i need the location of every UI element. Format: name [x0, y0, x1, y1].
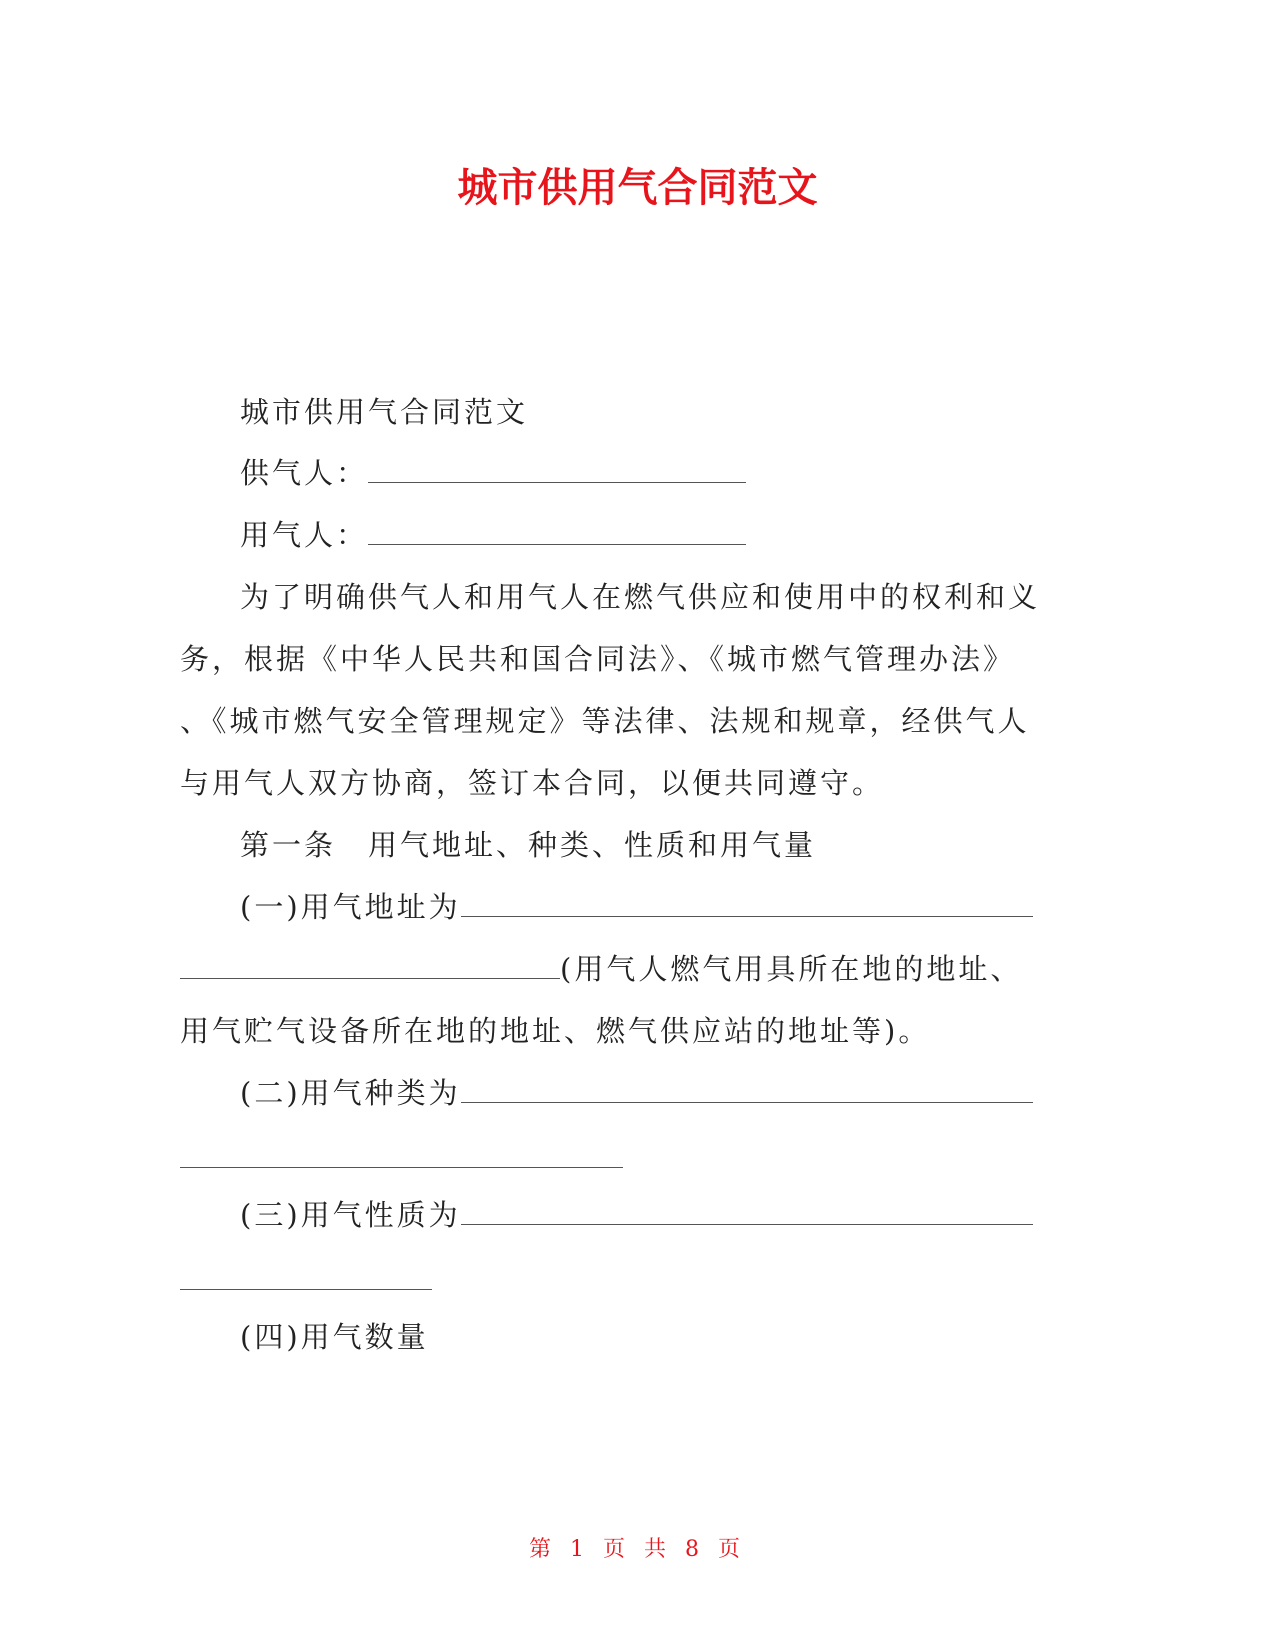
item1-address	[240, 890, 1033, 925]
supplier-blank[interactable]	[368, 481, 746, 483]
document-subtitle: 城市供用气合同范文	[240, 395, 529, 429]
user-blank[interactable]	[368, 543, 746, 545]
item1-blank-cont[interactable]	[180, 977, 560, 979]
item2-label: (二)用气种类为	[240, 1076, 461, 1110]
intro-line-2: 务，根据《中华人民共和国合同法》、《城市燃气管理办法》	[180, 642, 1016, 676]
document-title: 城市供用气合同范文	[457, 165, 818, 211]
item1-blank[interactable]	[461, 915, 1033, 917]
item1-continuation	[180, 952, 1022, 987]
item1-label: (一)用气地址为	[240, 890, 461, 924]
item2-blank-cont[interactable]	[180, 1167, 623, 1168]
item2-blank[interactable]	[461, 1101, 1033, 1103]
user-label: 用气人：	[240, 518, 369, 552]
user-field	[240, 518, 746, 553]
item3-nature	[240, 1198, 1033, 1233]
intro-line-1: 为了明确供气人和用气人在燃气供应和使用中的权利和义	[240, 580, 1041, 614]
item3-blank-cont[interactable]	[180, 1289, 432, 1290]
item3-label: (三)用气性质为	[240, 1198, 461, 1232]
supplier-field	[240, 456, 746, 491]
page-indicator: 第 1 页 共 8 页	[529, 1537, 746, 1562]
intro-line-4: 与用气人双方协商，签订本合同，以便共同遵守。	[180, 766, 885, 800]
item1-note-line2: 用气贮气设备所在地的地址、燃气供应站的地址等)。	[180, 1014, 931, 1048]
intro-line-3: 、《城市燃气安全管理规定》等法律、法规和规章，经供气人	[180, 704, 1030, 738]
item3-blank[interactable]	[461, 1223, 1033, 1225]
item2-type	[240, 1076, 1033, 1111]
item4-quantity: (四)用气数量	[240, 1320, 429, 1354]
item1-note-line1: (用气人燃气用具所在地的地址、	[560, 952, 1023, 986]
supplier-label: 供气人：	[240, 456, 369, 490]
article1-heading: 第一条 用气地址、种类、性质和用气量	[240, 828, 817, 862]
